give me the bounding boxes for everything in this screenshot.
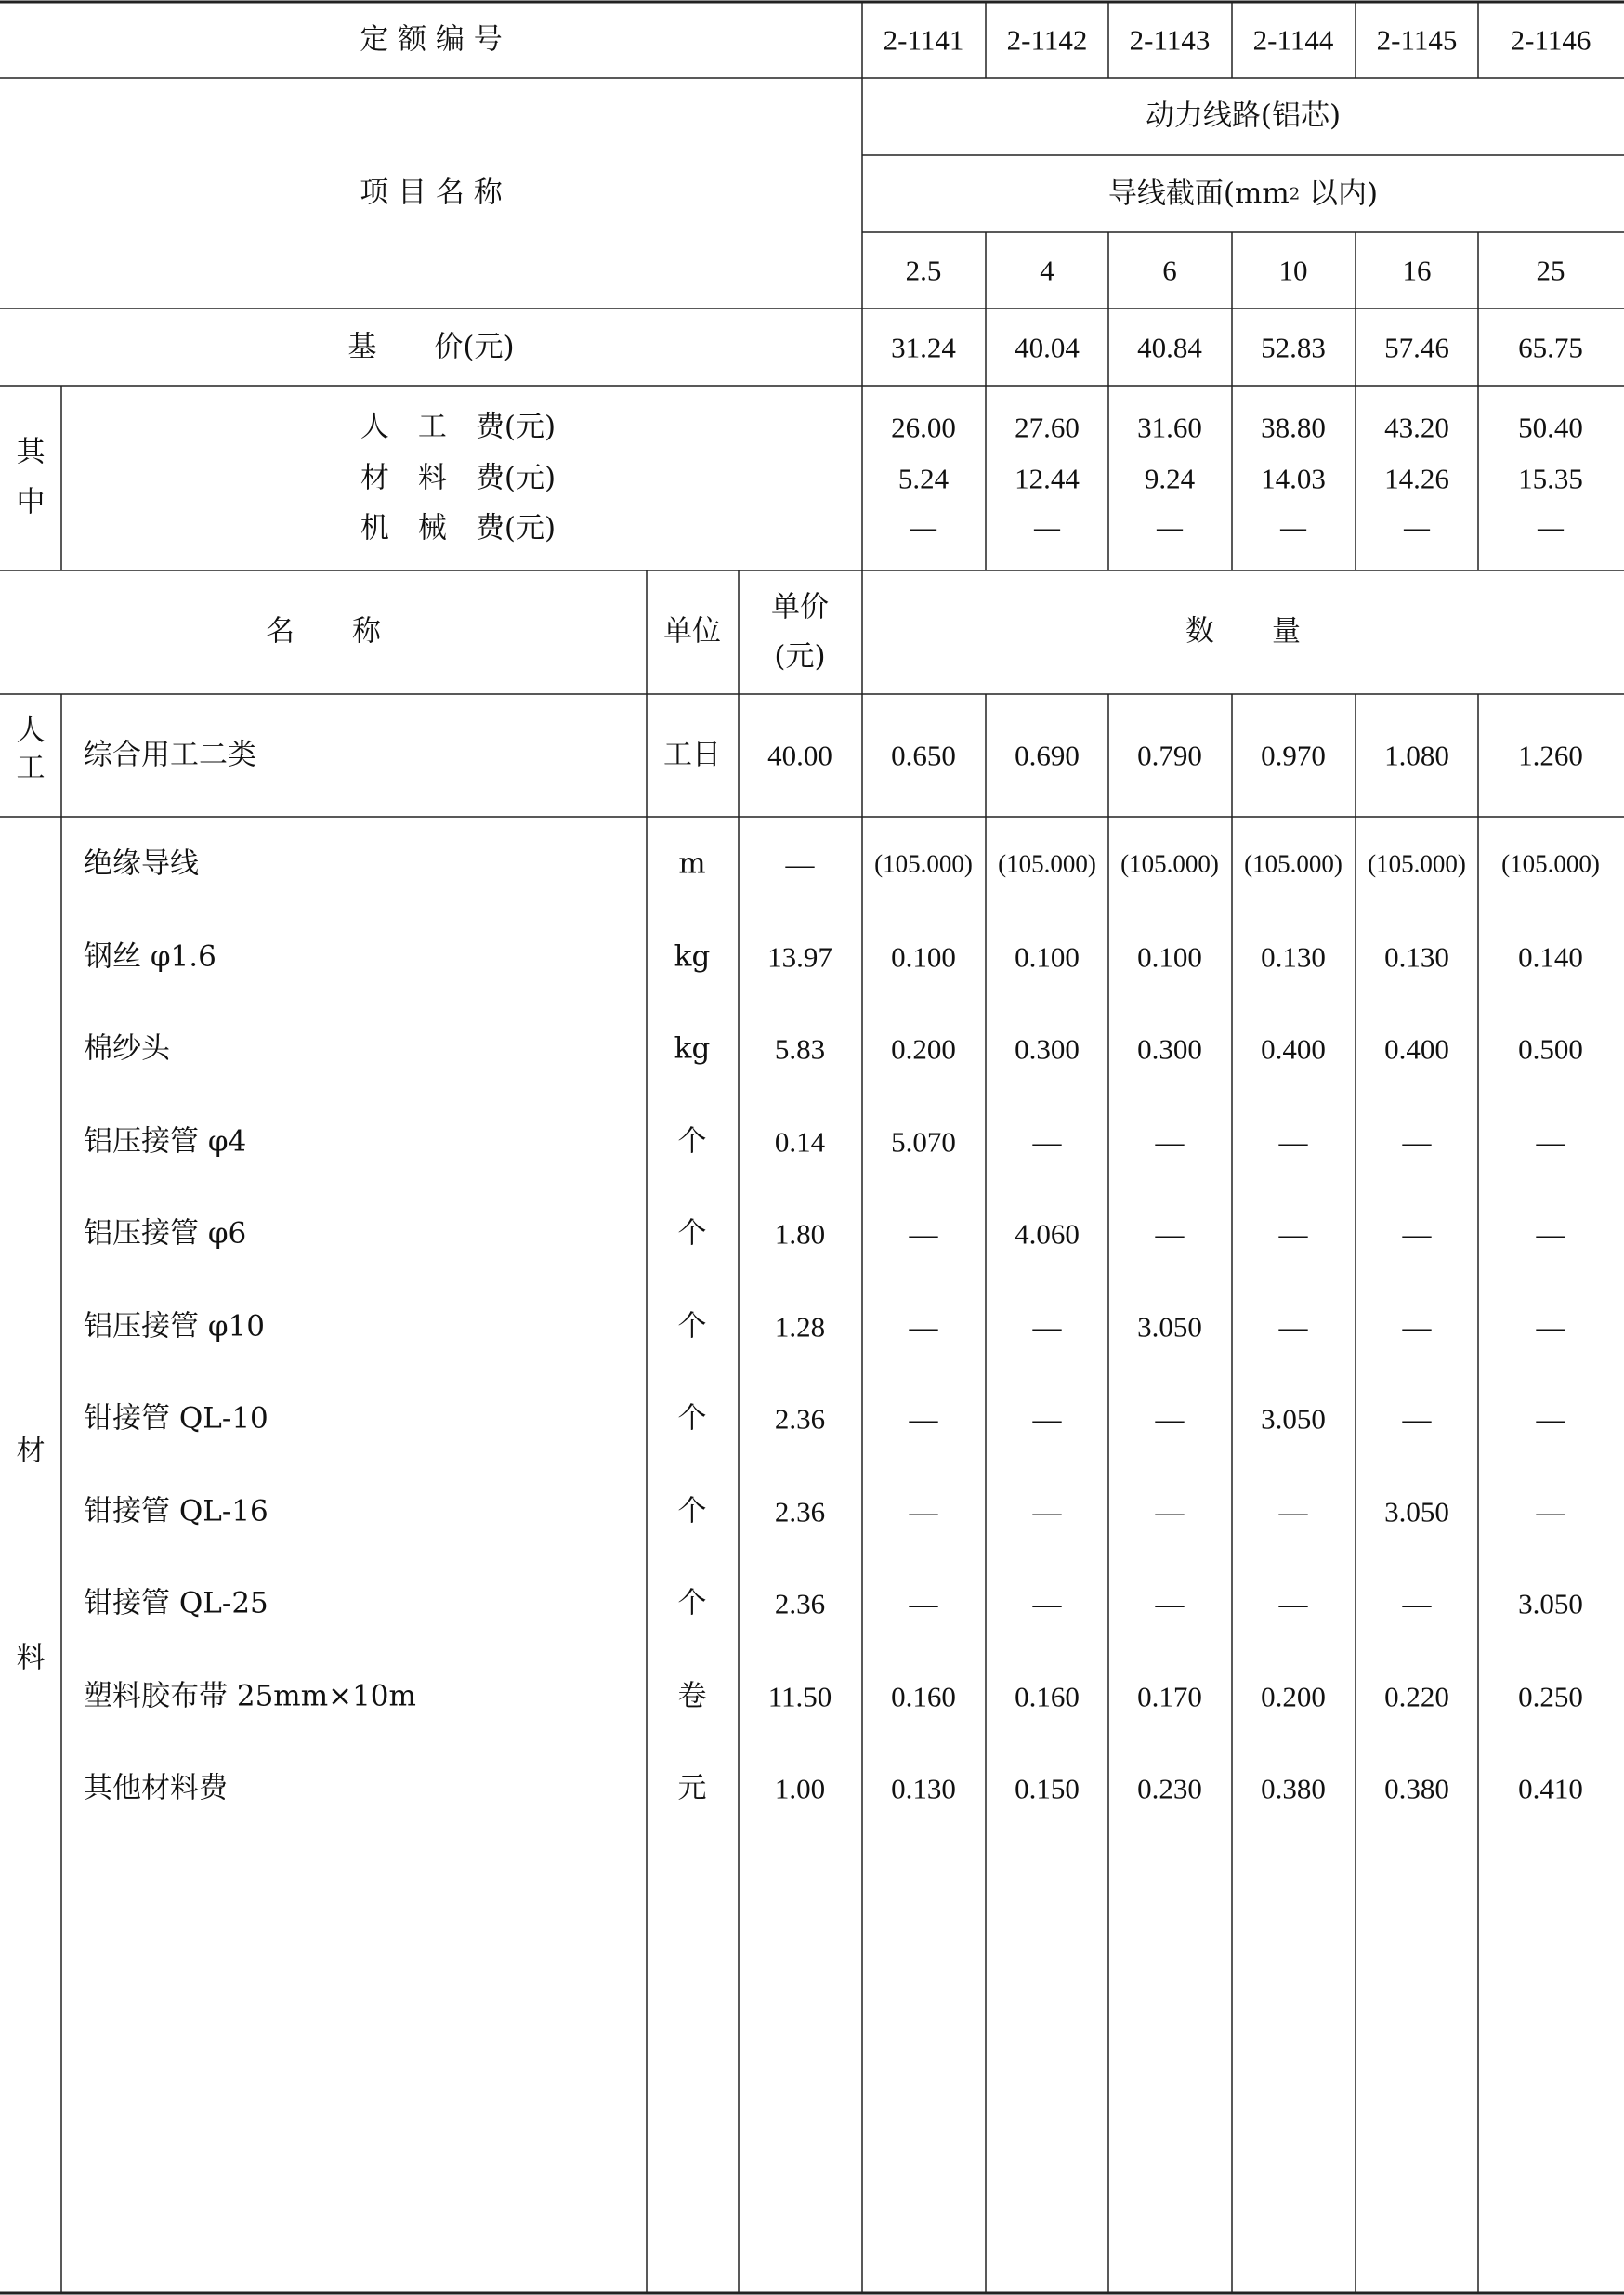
labor-name: 综合用工二类 <box>84 738 256 772</box>
material-qty-4: (105.000) <box>1244 849 1342 878</box>
material-qty-5: 0.400 <box>1384 1032 1449 1066</box>
material-qty-5: — <box>1402 1402 1432 1436</box>
breakdown-group-label-1: 其 <box>16 435 46 469</box>
material-qty-1: (105.000) <box>874 849 973 878</box>
material-qty-2: 0.300 <box>1015 1032 1080 1066</box>
material-name: 钳接管 QL-25 <box>84 1586 268 1620</box>
base-price-4: 52.83 <box>1261 331 1326 364</box>
material-qty-1: — <box>909 1217 938 1251</box>
material-name: 铝压接管 φ10 <box>84 1309 266 1343</box>
column-name: 名 称 <box>266 614 381 649</box>
material-price: 2.36 <box>774 1587 826 1620</box>
material-cost-6: 15.35 <box>1518 462 1583 495</box>
quota-code-6: 2-1146 <box>1510 23 1591 57</box>
material-qty-4: — <box>1278 1217 1308 1251</box>
material-qty-6: 0.140 <box>1518 940 1583 973</box>
category-title: 动力线路(铝芯) <box>1145 98 1342 133</box>
material-unit: m <box>678 846 706 881</box>
material-qty-5: — <box>1402 1125 1432 1158</box>
base-price-5: 57.46 <box>1384 331 1449 364</box>
machine-cost-4: — <box>1278 511 1308 545</box>
material-qty-5: (105.000) <box>1368 849 1466 878</box>
labor-qty-2: 0.690 <box>1015 739 1080 772</box>
material-qty-2: — <box>1032 1495 1062 1528</box>
material-qty-3: — <box>1155 1495 1185 1528</box>
material-qty-5: — <box>1402 1217 1432 1251</box>
labor-cost-5: 43.20 <box>1384 411 1449 444</box>
material-name: 绝缘导线 <box>84 846 199 881</box>
material-qty-5: 0.220 <box>1384 1680 1449 1712</box>
material-unit: 个 <box>677 1401 707 1436</box>
material-name: 铝压接管 φ4 <box>84 1124 247 1158</box>
machine-cost-2: — <box>1032 511 1062 545</box>
material-qty-6: — <box>1536 1402 1565 1436</box>
material-qty-1: — <box>909 1310 938 1343</box>
material-price: 13.97 <box>767 940 832 973</box>
column-price-line2: (元) <box>774 639 826 674</box>
labor-qty-3: 0.790 <box>1137 739 1202 772</box>
material-price: 1.00 <box>774 1772 826 1805</box>
material-unit: kg <box>674 1031 711 1066</box>
quota-number-label: 定 额 编 号 <box>360 22 503 57</box>
base-price-label: 基 价(元) <box>347 330 515 364</box>
material-unit: 个 <box>677 1586 707 1620</box>
material-price: 2.36 <box>774 1495 826 1528</box>
labor-qty-5: 1.080 <box>1384 739 1449 772</box>
material-qty-4: 0.400 <box>1261 1032 1326 1066</box>
material-qty-3: 0.170 <box>1137 1680 1202 1712</box>
material-qty-4: 3.050 <box>1261 1402 1326 1436</box>
material-qty-1: 5.070 <box>891 1125 956 1158</box>
material-unit: 个 <box>677 1309 707 1343</box>
material-name: 钳接管 QL-16 <box>84 1494 268 1528</box>
labor-cost-1: 26.00 <box>891 411 956 444</box>
base-price-6: 65.75 <box>1518 331 1583 364</box>
base-price-3: 40.84 <box>1137 331 1202 364</box>
column-unit: 单位 <box>663 614 721 649</box>
material-price: 1.80 <box>774 1217 826 1251</box>
material-cost-label: 材 料 费(元) <box>360 461 557 495</box>
materials-group-label-2: 料 <box>16 1641 46 1675</box>
column-quantity: 数 量 <box>1185 614 1301 649</box>
material-qty-3: 0.100 <box>1137 940 1202 973</box>
material-qty-2: 0.160 <box>1015 1680 1080 1712</box>
material-qty-5: — <box>1402 1587 1432 1620</box>
quota-code-5: 2-1145 <box>1376 23 1458 57</box>
material-qty-3: 0.230 <box>1137 1772 1202 1805</box>
material-unit: 元 <box>677 1771 707 1805</box>
size-4: 10 <box>1278 254 1308 287</box>
material-price: 0.14 <box>774 1125 826 1158</box>
material-name: 塑料胶布带 25mm×10m <box>84 1679 416 1712</box>
material-qty-1: 0.200 <box>891 1032 956 1066</box>
labor-qty-4: 0.970 <box>1261 739 1326 772</box>
size-2: 4 <box>1040 254 1054 287</box>
material-qty-4: — <box>1278 1587 1308 1620</box>
material-qty-1: 0.100 <box>891 940 956 973</box>
material-qty-3: — <box>1155 1587 1185 1620</box>
material-unit: 卷 <box>677 1679 707 1712</box>
material-qty-5: 0.130 <box>1384 940 1449 973</box>
material-qty-1: — <box>909 1402 938 1436</box>
quota-code-2: 2-1142 <box>1006 23 1088 57</box>
material-qty-3: 3.050 <box>1137 1310 1202 1343</box>
material-unit: 个 <box>677 1216 707 1251</box>
quota-code-4: 2-1144 <box>1252 23 1334 57</box>
labor-qty-6: 1.260 <box>1518 739 1583 772</box>
material-qty-5: — <box>1402 1310 1432 1343</box>
materials-group-label-1: 材 <box>16 1434 46 1468</box>
section-title: 导线截面($mm^2$ 以内) <box>1107 177 1379 211</box>
material-name: 棉纱头 <box>84 1031 170 1066</box>
material-price: 1.28 <box>774 1310 826 1343</box>
base-price-2: 40.04 <box>1015 331 1080 364</box>
material-name: 钢丝 φ1.6 <box>84 939 216 973</box>
material-qty-6: 3.050 <box>1518 1587 1583 1620</box>
material-qty-3: — <box>1155 1402 1185 1436</box>
labor-group-label-1: 人 <box>16 714 46 748</box>
material-qty-2: 4.060 <box>1015 1217 1080 1251</box>
size-6: 25 <box>1536 254 1565 287</box>
material-unit: kg <box>674 939 711 973</box>
material-name: 钳接管 QL-10 <box>84 1401 268 1436</box>
material-name: 其他材料费 <box>84 1771 228 1805</box>
quota-code-3: 2-1143 <box>1129 23 1211 57</box>
machine-cost-5: — <box>1402 511 1432 545</box>
material-qty-1: — <box>909 1587 938 1620</box>
material-price: 2.36 <box>774 1402 826 1436</box>
labor-cost-label: 人 工 费(元) <box>360 410 557 444</box>
material-qty-4: 0.130 <box>1261 940 1326 973</box>
material-qty-2: — <box>1032 1310 1062 1343</box>
material-qty-2: — <box>1032 1587 1062 1620</box>
material-qty-6: — <box>1536 1495 1565 1528</box>
material-qty-2: — <box>1032 1402 1062 1436</box>
material-qty-1: — <box>909 1495 938 1528</box>
labor-group-label-2: 工 <box>16 751 46 785</box>
labor-cost-6: 50.40 <box>1518 411 1583 444</box>
base-price-1: 31.24 <box>891 331 956 364</box>
machine-cost-1: — <box>909 511 938 545</box>
machine-cost-6: — <box>1536 511 1565 545</box>
labor-cost-2: 27.60 <box>1015 411 1080 444</box>
material-qty-1: 0.160 <box>891 1680 956 1712</box>
material-price: 5.83 <box>774 1032 826 1066</box>
material-qty-4: — <box>1278 1310 1308 1343</box>
material-qty-4: 0.380 <box>1261 1772 1326 1805</box>
labor-price: 40.00 <box>767 739 832 772</box>
material-cost-1: 5.24 <box>897 462 950 495</box>
labor-cost-4: 38.80 <box>1261 411 1326 444</box>
material-qty-2: 0.100 <box>1015 940 1080 973</box>
material-qty-4: — <box>1278 1125 1308 1158</box>
material-qty-6: (105.000) <box>1501 849 1600 878</box>
material-cost-2: 12.44 <box>1015 462 1080 495</box>
material-qty-2: 0.150 <box>1015 1772 1080 1805</box>
material-qty-5: 0.380 <box>1384 1772 1449 1805</box>
material-qty-6: 0.250 <box>1518 1680 1583 1712</box>
material-qty-1: 0.130 <box>891 1772 956 1805</box>
labor-qty-1: 0.650 <box>891 739 956 772</box>
material-qty-2: (105.000) <box>998 849 1096 878</box>
material-qty-2: — <box>1032 1125 1062 1158</box>
machine-cost-label: 机 械 费(元) <box>360 511 557 545</box>
material-qty-3: — <box>1155 1125 1185 1158</box>
material-qty-6: 0.410 <box>1518 1772 1583 1805</box>
material-price: — <box>785 847 815 881</box>
breakdown-group-label-2: 中 <box>16 485 46 519</box>
column-price-line1: 单价 <box>771 590 829 624</box>
size-1: 2.5 <box>905 254 942 287</box>
material-qty-3: 0.300 <box>1137 1032 1202 1066</box>
item-name-label: 项 目 名 称 <box>360 176 503 210</box>
material-qty-6: — <box>1536 1125 1565 1158</box>
material-price: 11.50 <box>767 1680 832 1712</box>
quota-code-1: 2-1141 <box>883 23 964 57</box>
material-unit: 个 <box>677 1494 707 1528</box>
size-3: 6 <box>1162 254 1177 287</box>
machine-cost-3: — <box>1155 511 1185 545</box>
material-qty-6: — <box>1536 1310 1565 1343</box>
material-qty-4: — <box>1278 1495 1308 1528</box>
material-qty-6: 0.500 <box>1518 1032 1583 1066</box>
material-qty-3: (105.000) <box>1120 849 1219 878</box>
size-5: 16 <box>1402 254 1432 287</box>
material-cost-5: 14.26 <box>1384 462 1449 495</box>
material-unit: 个 <box>677 1124 707 1158</box>
material-cost-3: 9.24 <box>1144 462 1196 495</box>
material-qty-4: 0.200 <box>1261 1680 1326 1712</box>
material-cost-4: 14.03 <box>1261 462 1326 495</box>
material-qty-5: 3.050 <box>1384 1495 1449 1528</box>
material-name: 铝压接管 φ6 <box>84 1216 247 1251</box>
material-qty-6: — <box>1536 1217 1565 1251</box>
labor-unit: 工日 <box>663 738 721 772</box>
material-qty-3: — <box>1155 1217 1185 1251</box>
labor-cost-3: 31.60 <box>1137 411 1202 444</box>
